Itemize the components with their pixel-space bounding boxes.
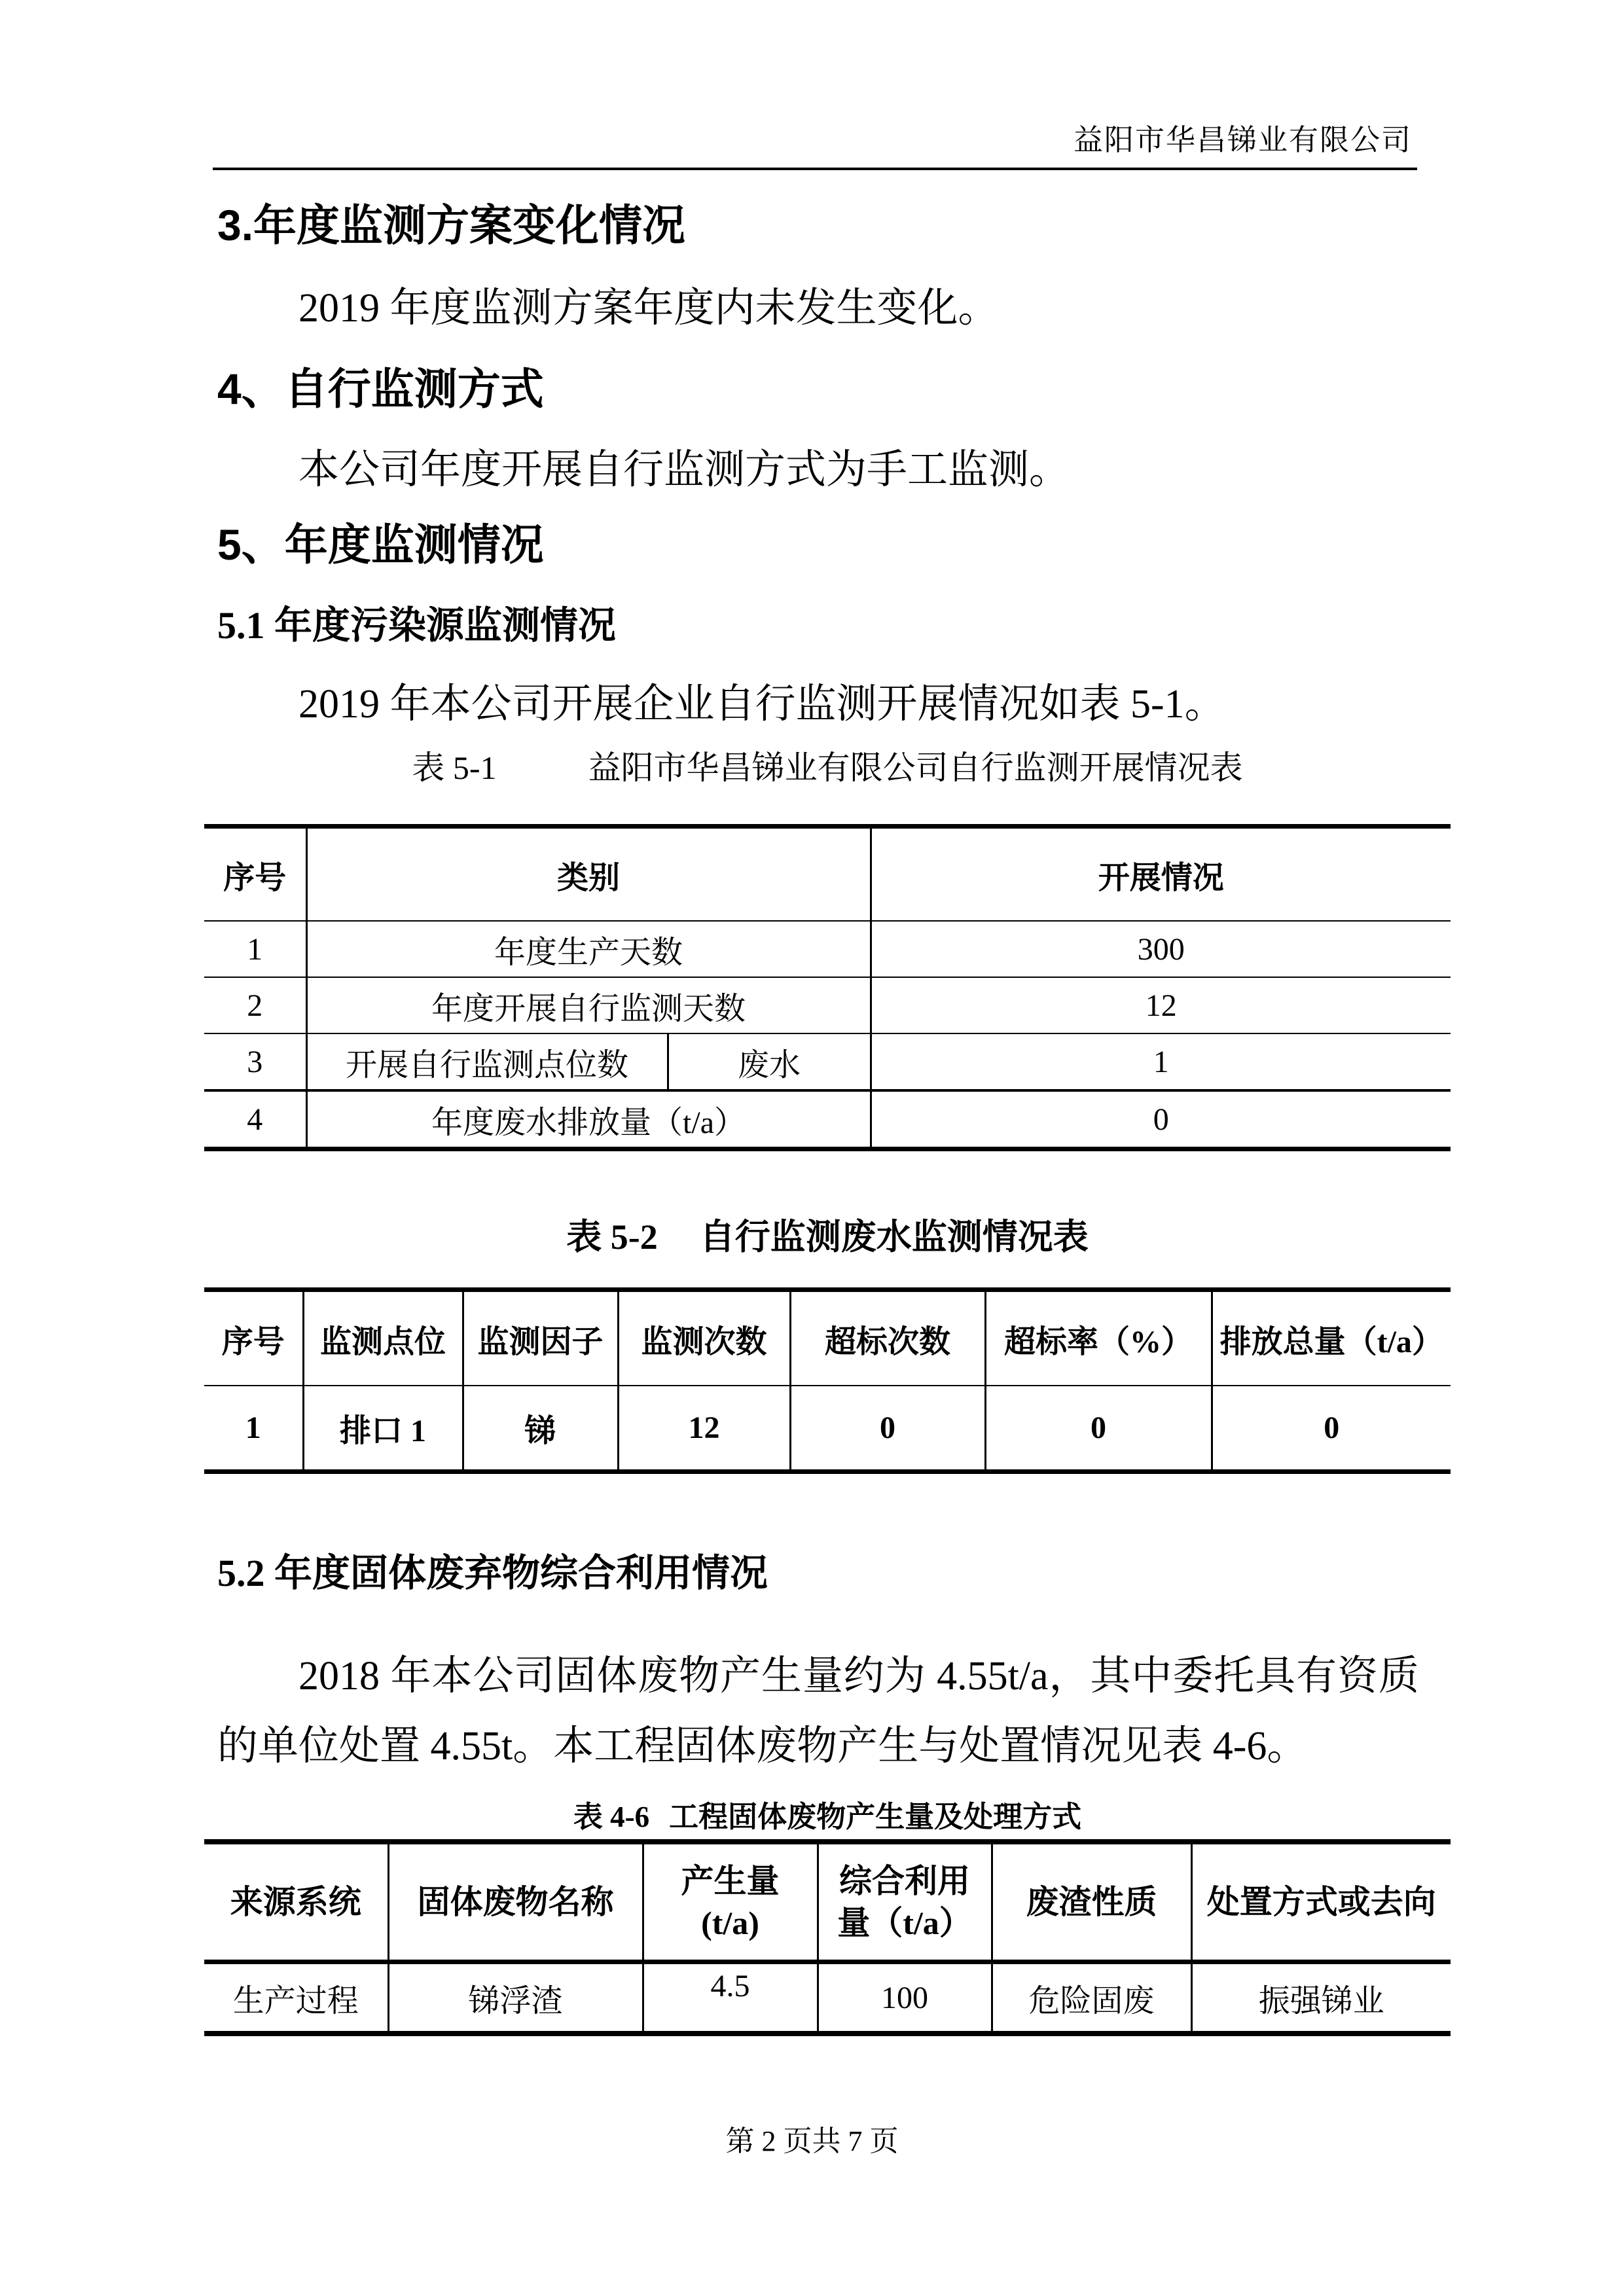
col-header-status: 开展情况: [871, 827, 1451, 922]
cell-category: 年度废水排放量（t/a）: [306, 1090, 871, 1149]
table-5-1-header-row: [204, 827, 1451, 922]
section-5-1-paragraph: 2019 年本公司开展企业自行监测开展情况如表 5-1。: [298, 682, 1225, 726]
section-5-2-paragraph: 2018 年本公司固体废物产生量约为 4.55t/a，其中委托具有资质的单位处置 4.55t。本工程固体废物产生与处置情况见表 4-6。: [217, 1654, 1419, 1768]
cell-no: 4: [247, 1102, 263, 1137]
table-5-2-caption-label: 表 5-2: [566, 1217, 658, 1257]
section-3-paragraph: 2019 年度监测方案年度内未发生变化。: [298, 286, 999, 331]
table-row: [204, 1090, 1451, 1149]
section-5-2-title: 5.2 年度固体废弃物综合利用情况: [217, 1552, 768, 1594]
col-header: 序号: [204, 1290, 303, 1386]
cell-value: 12: [871, 977, 1451, 1033]
col-header: 排放总量（t/a）: [1212, 1290, 1451, 1386]
table-5-1-caption: [204, 746, 1451, 789]
table-4-6: [204, 1839, 1451, 2036]
cell: 0: [985, 1386, 1212, 1472]
col-header: 综合利用量（t/a）: [818, 1842, 992, 1962]
col-header: 监测次数: [618, 1290, 790, 1386]
cell: 生产过程: [232, 1983, 359, 2018]
section-5-1-title: 5.1 年度污染源监测情况: [217, 604, 617, 647]
cell: 12: [618, 1386, 790, 1472]
section-5-title: 5、年度监测情况: [217, 520, 544, 569]
table-row: [204, 1386, 1451, 1472]
table-row: [204, 1962, 1451, 2034]
section-4-paragraph: 本公司年度开展自行监测方式为手工监测。: [298, 448, 1070, 492]
cell: 1: [245, 1410, 261, 1445]
table-5-1-caption-label: 表 5-1: [412, 749, 497, 786]
cell: 危险固废: [992, 1962, 1191, 2034]
col-header-no: 序号: [204, 827, 306, 922]
col-header: 超标率（%）: [985, 1290, 1212, 1386]
table-5-2-caption: [204, 1214, 1451, 1260]
col-header: 监测点位: [303, 1290, 463, 1386]
col-header-category: 类别: [306, 827, 871, 922]
col-header: 监测因子: [463, 1290, 618, 1386]
table-5-1: [204, 824, 1451, 1151]
col-header: 产生量(t/a): [643, 1842, 818, 1962]
table-5-2-caption-title: 自行监测废水监测情况表: [699, 1217, 1089, 1257]
cell-category: 开展自行监测点位数: [306, 1033, 668, 1090]
cell: 0: [1212, 1386, 1451, 1472]
cell: 0: [790, 1386, 985, 1472]
cell: 锑浮渣: [388, 1962, 643, 2034]
header-company-name: 益阳市华昌锑业有限公司: [1073, 123, 1412, 156]
cell: 排口 1: [303, 1386, 463, 1472]
table-5-2: [204, 1287, 1451, 1474]
section-4-title: 4、自行监测方式: [217, 365, 544, 413]
cell-value: 0: [871, 1090, 1451, 1149]
table-row: [204, 921, 1451, 977]
cell-no: 2: [204, 977, 306, 1033]
cell-value: 1: [871, 1033, 1451, 1090]
cell-subcategory: 废水: [668, 1033, 871, 1090]
table-row: [204, 977, 1451, 1033]
section-3-title: 3.年度监测方案变化情况: [217, 201, 686, 249]
col-header: 来源系统: [204, 1842, 388, 1962]
cell-no: 1: [204, 921, 306, 977]
cell: 4.5: [643, 1962, 818, 2034]
table-5-1-caption-title: 益阳市华昌锑业有限公司自行监测开展情况表: [588, 749, 1243, 786]
page-footer: 第 2 页共 7 页: [725, 2125, 899, 2157]
cell-category: 年度生产天数: [306, 921, 871, 977]
col-header: 超标次数: [790, 1290, 985, 1386]
col-header: 固体废物名称: [388, 1842, 643, 1962]
cell-value: 300: [871, 921, 1451, 977]
table-5-2-header-row: [204, 1290, 1451, 1386]
cell: 锑: [463, 1386, 618, 1472]
table-4-6-caption: [204, 1797, 1451, 1837]
col-header: 处置方式或去向: [1191, 1842, 1451, 1962]
table-row: [204, 1033, 1451, 1090]
table-4-6-header-row: [204, 1842, 1451, 1962]
col-header: 废渣性质: [992, 1842, 1191, 1962]
table-4-6-caption-label: 表 4-6: [573, 1801, 650, 1833]
cell-no: 3: [204, 1033, 306, 1090]
header-rule: [213, 168, 1417, 170]
cell: 振强锑业: [1191, 1962, 1451, 2034]
cell-category: 年度开展自行监测天数: [306, 977, 871, 1033]
cell: 100: [818, 1962, 992, 2034]
table-4-6-caption-title: 工程固体废物产生量及处理方式: [669, 1801, 1082, 1833]
